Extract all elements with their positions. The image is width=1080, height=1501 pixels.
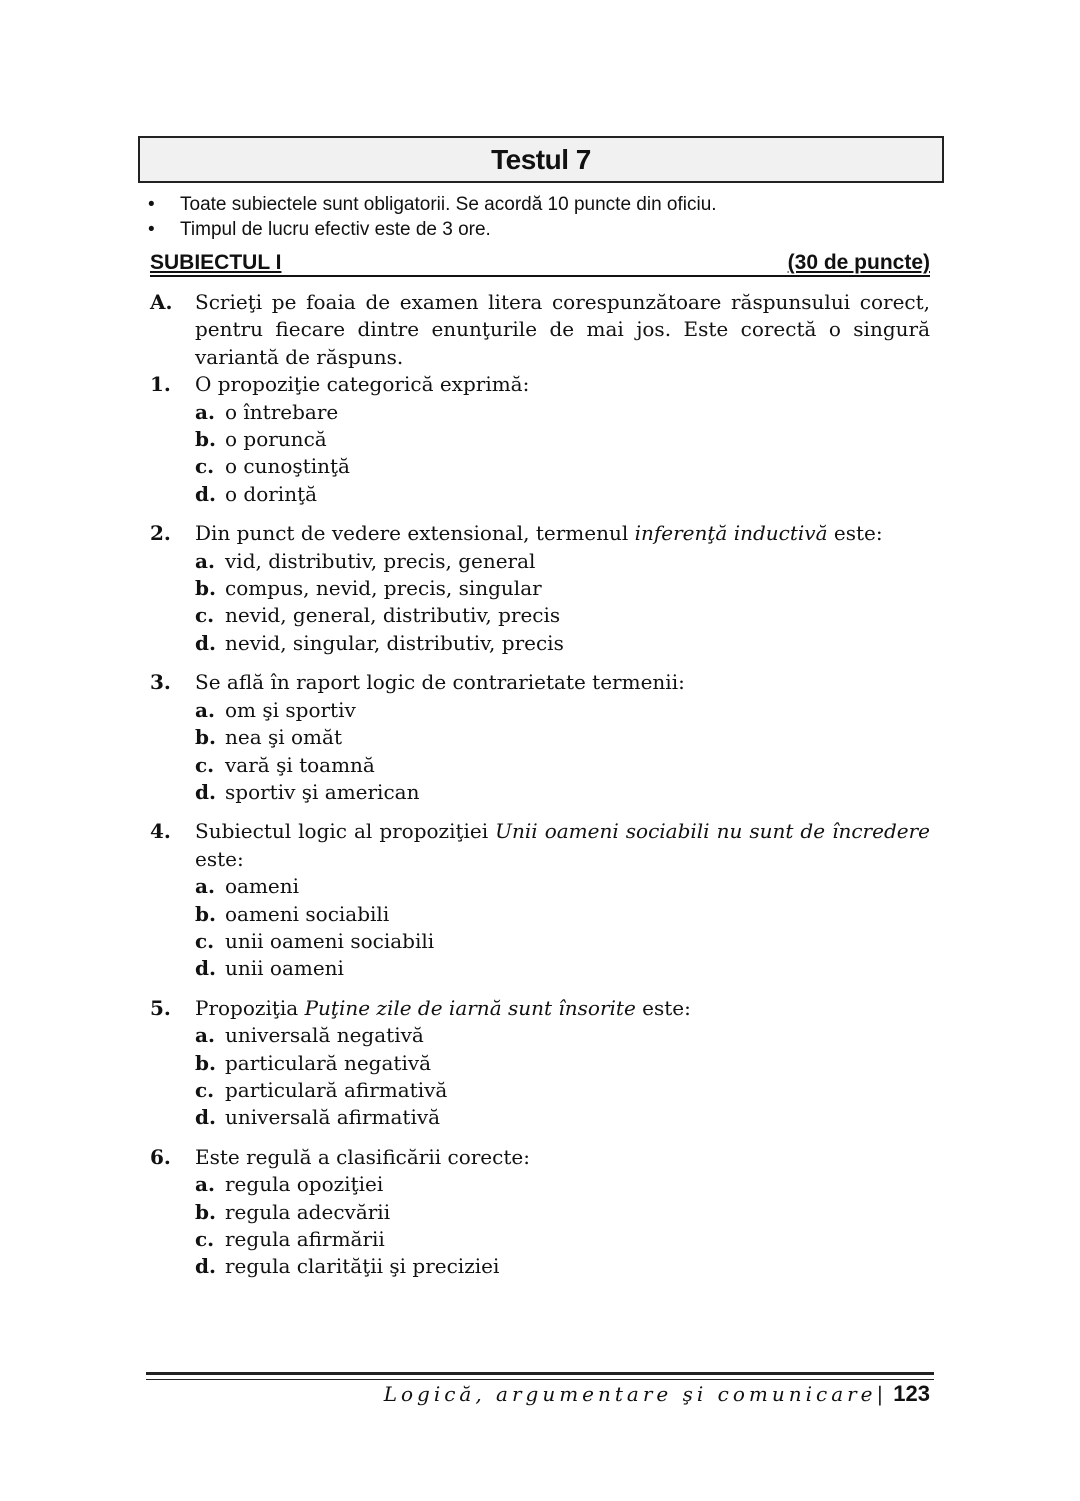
question-number: 6. bbox=[150, 1144, 171, 1169]
option-text: regula afirmării bbox=[225, 1227, 385, 1251]
question-text-italic: Puţine zile de iarnă sunt însorite bbox=[304, 995, 636, 1020]
option-letter: c. bbox=[195, 603, 215, 628]
question-number: 1. bbox=[150, 372, 171, 397]
question-stem bbox=[150, 818, 930, 873]
option-letter: c. bbox=[195, 928, 215, 953]
question-text-italic: Unii oameni sociabili nu sunt de încredere bbox=[495, 819, 930, 844]
option-text: o cunoştinţă bbox=[225, 454, 350, 479]
option-text: compus, nevid, precis, singular bbox=[225, 576, 542, 601]
question-text bbox=[195, 1144, 930, 1171]
question bbox=[150, 995, 930, 1132]
option-letter: a. bbox=[195, 399, 215, 424]
option-letter: a. bbox=[195, 1172, 215, 1197]
option-letter: d. bbox=[195, 1254, 216, 1279]
option-letter: c. bbox=[195, 454, 215, 479]
answer-option bbox=[195, 1050, 930, 1077]
answer-option bbox=[195, 724, 930, 751]
footer-divider bbox=[146, 1372, 934, 1380]
question-number: 3. bbox=[150, 670, 171, 695]
subject-points: (30 de puncte) bbox=[787, 251, 930, 274]
answer-option bbox=[195, 1226, 930, 1253]
option-letter: a. bbox=[195, 548, 215, 573]
question bbox=[150, 1144, 930, 1281]
question-number: 5. bbox=[150, 995, 171, 1020]
question-text-after: este: bbox=[635, 995, 691, 1020]
answer-option bbox=[195, 955, 930, 982]
question-stem bbox=[150, 520, 930, 547]
option-text: universală afirmativă bbox=[225, 1105, 441, 1130]
question bbox=[150, 520, 930, 657]
option-letter: d. bbox=[195, 481, 216, 506]
option-text: vară şi toamnă bbox=[225, 752, 375, 777]
footer bbox=[384, 1380, 930, 1408]
answer-option bbox=[195, 901, 930, 928]
option-letter: c. bbox=[195, 1227, 215, 1251]
answer-option bbox=[195, 697, 930, 724]
answer-option bbox=[195, 453, 930, 480]
question-text bbox=[195, 995, 930, 1022]
option-text: regula clarităţii şi preciziei bbox=[225, 1254, 500, 1279]
answer-option bbox=[195, 399, 930, 426]
answer-option bbox=[195, 481, 930, 508]
option-text: regula opoziţiei bbox=[225, 1172, 384, 1197]
option-text: unii oameni bbox=[225, 956, 344, 981]
page-number: 123 bbox=[893, 1381, 930, 1406]
instruction-item: • Toate subiectele sunt obligatorii. Se acordă 10 puncte din oficiu. bbox=[148, 192, 717, 217]
question-text bbox=[195, 818, 930, 873]
instruction-item: • Timpul de lucru efectiv este de 3 ore. bbox=[148, 217, 717, 242]
option-text: vid, distributiv, precis, general bbox=[225, 548, 536, 573]
answer-option bbox=[195, 1171, 930, 1198]
option-letter: b. bbox=[195, 725, 216, 750]
test-title-box bbox=[138, 136, 944, 183]
option-text: nevid, general, distributiv, precis bbox=[225, 603, 561, 628]
answer-option bbox=[195, 779, 930, 806]
footer-subject: Logică, argumentare şi comunicare bbox=[383, 1382, 877, 1406]
option-letter: c. bbox=[195, 752, 215, 777]
option-text: o întrebare bbox=[225, 399, 339, 424]
option-text: unii oameni sociabili bbox=[225, 928, 435, 953]
question-text-after: este: bbox=[827, 521, 883, 546]
question-text-before: Din punct de vedere extensional, termenul bbox=[195, 521, 635, 546]
section-a bbox=[150, 289, 930, 371]
answer-option bbox=[195, 873, 930, 900]
footer-separator: | bbox=[876, 1382, 884, 1406]
question bbox=[150, 669, 930, 806]
option-letter: b. bbox=[195, 1050, 216, 1075]
answer-option bbox=[195, 928, 930, 955]
option-text: o poruncă bbox=[225, 427, 327, 452]
option-letter: b. bbox=[195, 576, 216, 601]
question-number: 4. bbox=[150, 819, 171, 844]
instructions-list bbox=[148, 192, 717, 242]
option-letter: d. bbox=[195, 779, 216, 804]
subject-header bbox=[150, 250, 930, 277]
question-number: 2. bbox=[150, 521, 171, 546]
question-text-before: Se află în raport logic de contrarietate termenii: bbox=[195, 670, 685, 695]
option-letter: d. bbox=[195, 956, 216, 981]
option-text: particulară afirmativă bbox=[225, 1077, 448, 1102]
test-title: Testul 7 bbox=[491, 144, 591, 175]
option-text: particulară negativă bbox=[225, 1050, 432, 1075]
question bbox=[150, 818, 930, 982]
question-text-italic: inferenţă inductivă bbox=[634, 521, 828, 546]
answer-option bbox=[195, 575, 930, 602]
section-instructions: Scrieţi pe foaia de examen litera corespunzătoare răspunsului corect, pentru fiecare dintre enunţurile de mai jos. Este corectă o singură variantă de răspuns. bbox=[195, 290, 930, 369]
option-text: o dorinţă bbox=[225, 481, 318, 506]
question-text-before: Propoziţia bbox=[195, 995, 305, 1020]
option-text: oameni sociabili bbox=[225, 901, 390, 926]
answer-option bbox=[195, 602, 930, 629]
subject-label: SUBIECTUL I bbox=[150, 251, 282, 274]
question-text bbox=[195, 371, 930, 398]
option-text: nea şi omăt bbox=[225, 725, 342, 750]
option-text: nevid, singular, distributiv, precis bbox=[225, 630, 564, 655]
question-stem bbox=[150, 995, 930, 1022]
question bbox=[150, 371, 930, 508]
answer-option bbox=[195, 1022, 930, 1049]
option-text: sportiv şi american bbox=[225, 779, 420, 804]
option-text: om şi sportiv bbox=[225, 697, 356, 722]
question-text-before: O propoziţie categorică exprimă: bbox=[195, 372, 530, 397]
answer-option bbox=[195, 630, 930, 657]
question-stem bbox=[150, 1144, 930, 1171]
question-text-before: Subiectul logic al propoziţiei bbox=[195, 819, 496, 844]
answer-option bbox=[195, 1199, 930, 1226]
question-stem bbox=[150, 669, 930, 696]
answer-option bbox=[195, 1077, 930, 1104]
option-text: oameni bbox=[225, 874, 300, 899]
option-text: universală negativă bbox=[225, 1023, 424, 1048]
question-stem bbox=[150, 371, 930, 398]
option-letter: a. bbox=[195, 1023, 215, 1048]
option-letter: a. bbox=[195, 874, 215, 899]
option-letter: d. bbox=[195, 630, 216, 655]
question-text bbox=[195, 669, 930, 696]
option-letter: a. bbox=[195, 697, 215, 722]
answer-option bbox=[195, 426, 930, 453]
option-letter: b. bbox=[195, 1199, 216, 1224]
option-letter: b. bbox=[195, 427, 216, 452]
question-text-after: este: bbox=[195, 846, 244, 871]
question-text-before: Este regulă a clasificării corecte: bbox=[195, 1144, 530, 1169]
answer-option bbox=[195, 1104, 930, 1131]
option-letter: c. bbox=[195, 1077, 215, 1102]
question-text bbox=[195, 520, 930, 547]
option-letter: b. bbox=[195, 901, 216, 926]
answer-option bbox=[195, 548, 930, 575]
answer-option bbox=[195, 752, 930, 779]
option-letter: d. bbox=[195, 1105, 216, 1130]
option-text: regula adecvării bbox=[225, 1199, 391, 1224]
section-letter: A. bbox=[150, 290, 173, 314]
questions-content bbox=[150, 289, 930, 1281]
answer-option bbox=[195, 1253, 930, 1280]
